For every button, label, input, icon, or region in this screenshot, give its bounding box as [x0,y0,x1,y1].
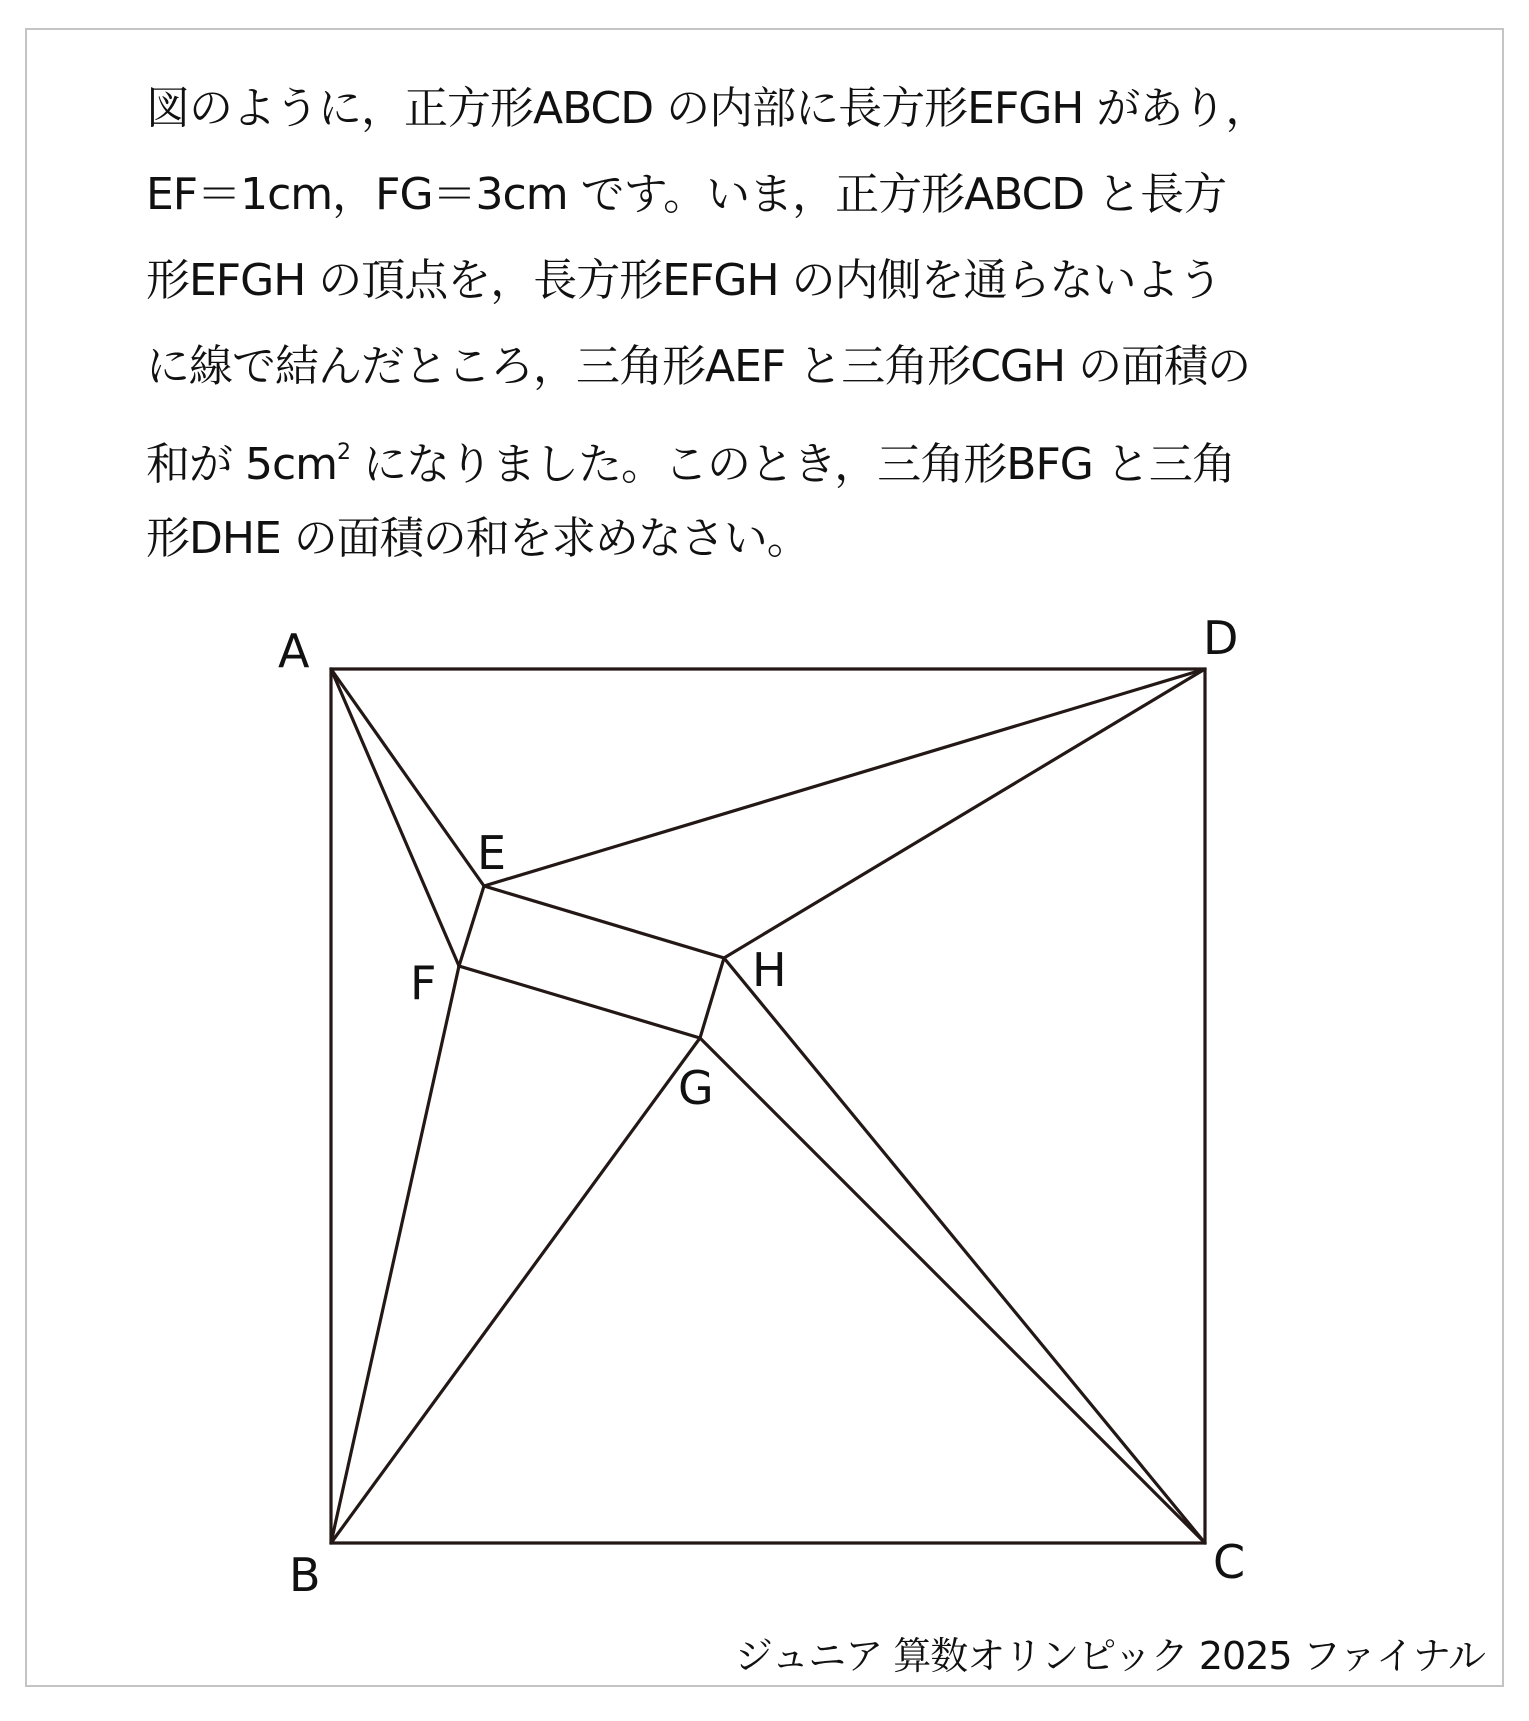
problem-line-3: 形EFGH の頂点を，長方形EFGH の内側を通らないよう [146,255,1222,306]
problem-line-5-end: になりました。このとき，三角形BFG と三角 [350,439,1235,490]
label-g: G [678,1061,714,1115]
square-exponent: 2 [337,440,351,465]
label-h: H [752,943,787,997]
label-e: E [477,826,507,880]
label-f: F [410,956,437,1010]
segment-af [331,669,459,966]
segment-cg [700,1038,1205,1543]
segment-ae [331,669,484,886]
segment-ch [724,958,1205,1543]
label-d: D [1203,611,1239,665]
segment-dh [724,669,1205,958]
rectangle-efgh [459,886,724,1038]
problem-line-5-start: 和が 5cm [146,439,338,490]
label-b: B [289,1548,321,1602]
label-c: C [1213,1535,1246,1589]
problem-line-6: 形DHE の面積の和を求めなさい。 [146,513,810,564]
problem-line-4: に線で結んだところ，三角形AEF と三角形CGH の面積の [146,341,1251,392]
problem-line-2: EF＝1cm，FG＝3cm です。いま，正方形ABCD と長方 [146,169,1227,220]
problem-line-1: 図のように，正方形ABCD の内部に長方形EFGH があり， [146,83,1269,134]
segment-de [484,669,1205,886]
label-a: A [278,624,310,678]
footer-credit: ジュニア 算数オリンピック 2025 ファイナル [734,1634,1485,1678]
